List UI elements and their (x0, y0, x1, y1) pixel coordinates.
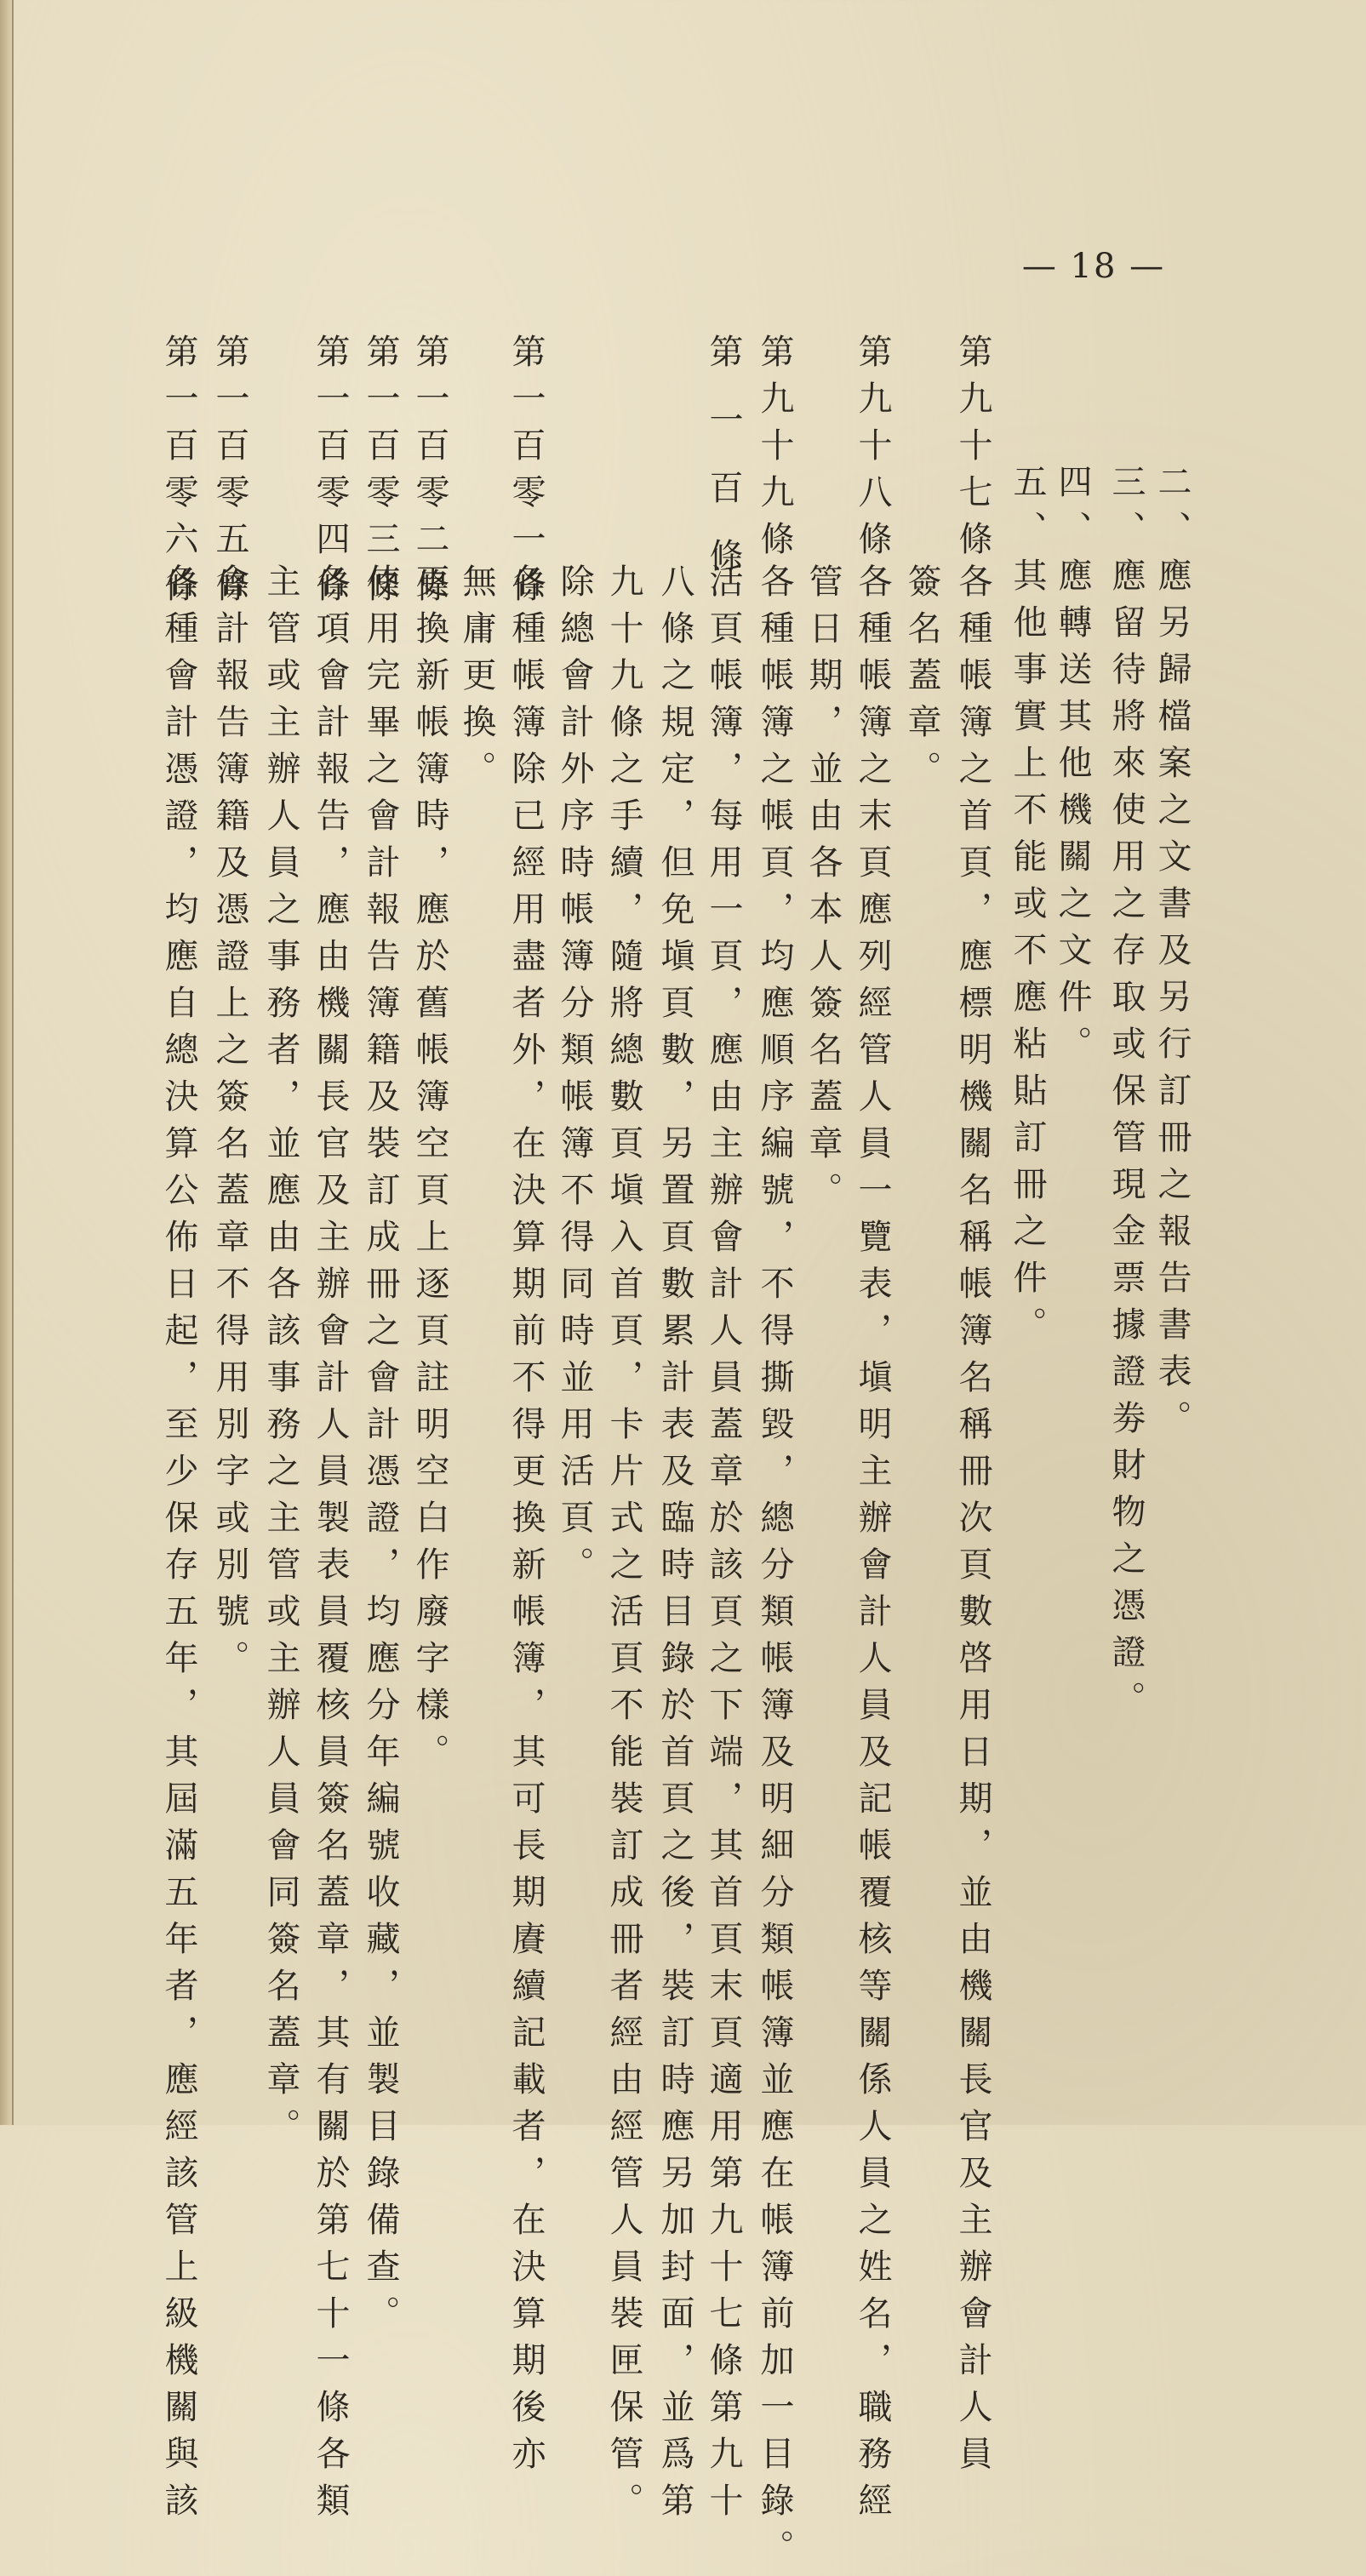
article-99-line-1: 各種帳簿之帳頁，均應順序編號，不得撕毀，總分類帳簿及明細分類帳簿並應在帳簿前加一目錄。 (755, 563, 794, 2576)
article-106-line-1: 各種會計憑證，均應自總決算公佈日起，至少保存五年，其屆滿五年者，應經該管上級機關與該 (159, 563, 198, 2529)
article-98-heading: 第九十八條 (853, 334, 892, 568)
article-100-heading: 第一百條 (704, 334, 743, 606)
article-104-heading: 第一百零四條 (311, 334, 350, 614)
article-104-line-2: 主管或主辦人員之事務者，並應由各該事務之主管或主辦人員會同簽名蓋章。 (261, 563, 300, 2155)
list-item-3: 三、應留待將來使用之存取或保管現金票據證劵財物之憑證。 (1106, 464, 1146, 1728)
article-101-line-2: 無庸更換。 (457, 563, 496, 797)
page-number: — 18 — (1021, 247, 1166, 286)
list-item-2: 二、應另歸檔案之文書及另行訂冊之報告書表。 (1152, 464, 1192, 1447)
article-105-line-1: 會計報告簿籍及憑證上之簽名蓋章不得用別字或別號。 (210, 563, 249, 1687)
article-106-heading: 第一百零六條 (159, 334, 198, 614)
article-100-line-4: 除總會計外序時帳簿分類帳簿不得同時並用活頁。 (555, 563, 594, 1593)
article-101-heading: 第一百零一條 (506, 334, 546, 614)
article-100-line-3: 九十九條之手續，隨將總數頁塡入首頁，卡片式之活頁不能裝訂成冊者經由經管人員裝匣保管。 (604, 563, 643, 2529)
article-103-heading: 第一百零三條 (361, 334, 400, 614)
article-103-line-1: 使用完畢之會計報告簿籍及裝訂成冊之會計憑證，均應分年編號收藏，並製目錄備查。 (361, 563, 400, 2342)
article-98-line-2: 管日期，並由各本人簽名蓋章。 (803, 563, 843, 1219)
article-102-line-1: 更換新帳簿時，應於舊帳簿空頁上逐頁註明空白作廢字樣。 (410, 563, 449, 1780)
article-97-heading: 第九十七條 (953, 334, 992, 568)
article-98-line-1: 各種帳簿之末頁應列經管人員一覽表，塡明主辦會計人員及記帳覆核等關係人員之姓名，職務經 (853, 563, 892, 2529)
article-99-heading: 第九十九條 (755, 334, 794, 568)
article-105-heading: 第一百零五條 (210, 334, 249, 614)
article-97-line-1: 各種帳簿之首頁，應標明機關名稱帳簿名稱冊次頁數啓用日期，並由機關長官及主辦會計人員 (953, 563, 992, 2482)
article-104-line-1: 各項會計報告，應由機關長官及主辦會計人員製表員覆核員簽名蓋章，其有關於第七十一條各類 (311, 563, 350, 2529)
list-item-4: 四、應轉送其他機關之文件。 (1053, 464, 1092, 1072)
article-101-line-1: 各種帳簿除已經用盡者外，在決算期前不得更換新帳簿，其可長期賡續記載者，在決算期後亦 (506, 563, 546, 2482)
article-100-line-1: 活頁帳簿，每用一頁，應由主辦會計人員蓋章於該頁之下端，其首頁末頁適用第九十七條第九十 (704, 563, 743, 2529)
article-100-line-2: 八條之規定，但免塡頁數，另置頁數累計表及臨時目錄於首頁之後，裝訂時應另加封面，並爲第 (655, 563, 694, 2529)
page-binding-edge (0, 0, 14, 2125)
article-97-line-2: 簽名蓋章。 (902, 563, 941, 797)
list-item-5: 五、其他事實上不能或不應粘貼訂冊之件。 (1008, 464, 1047, 1353)
article-102-heading: 第一百零二條 (410, 334, 449, 614)
